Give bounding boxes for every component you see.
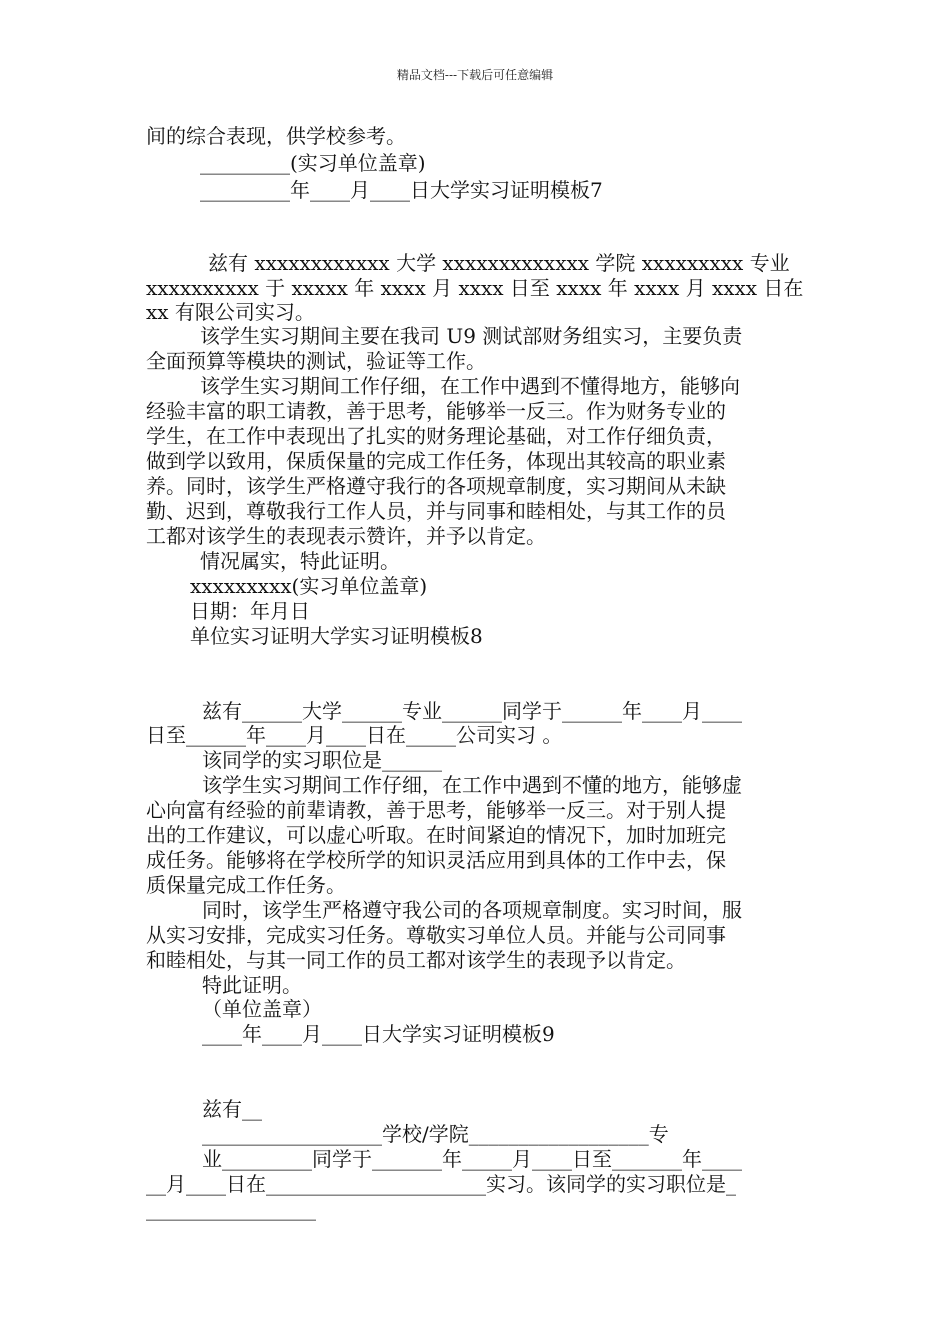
text-line: 成任务。能够将在学校所学的知识灵活应用到具体的工作中去，保	[146, 848, 726, 872]
text-line: 情况属实，特此证明。	[200, 549, 400, 573]
text-line: 从实习安排，完成实习任务。尊敬实习单位人员。并能与公司同事	[146, 923, 726, 947]
text-line: 心向富有经验的前辈请教，善于思考，能够举一反三。对于别人提	[146, 798, 726, 822]
text-line: 勤、迟到，尊敬我行工作人员，并与同事和睦相处，与其工作的员	[146, 499, 726, 523]
text-line: 全面预算等模块的测试，验证等工作。	[146, 349, 486, 373]
text-line: _________________	[146, 1197, 316, 1221]
text-line: 质保量完成工作任务。	[146, 873, 346, 897]
text-line: xxxxxxxxxx 于 xxxxx 年 xxxx 月 xxxx 日至 xxxx 年 xxxx 月 xxxx 日在	[146, 276, 804, 300]
text-line: __________________学校/学院__________________专	[202, 1122, 669, 1146]
text-line: xx 有限公司实习。	[146, 300, 315, 324]
page-header: 精品文档---下载后可任意编辑	[396, 68, 554, 82]
text-line: 该学生实习期间工作仔细，在工作中遇到不懂得地方，能够向	[200, 374, 740, 398]
text-line: __月____日在______________________实习。该同学的实习职位是_	[146, 1172, 736, 1196]
template-heading: _________年____月____日大学实习证明模板7	[200, 178, 603, 202]
text-line: 兹有______大学______专业______同学于______年____月____	[202, 699, 742, 723]
text-line: 间的综合表现，供学校参考。	[146, 124, 406, 148]
text-line: 和睦相处，与其一同工作的员工都对该学生的表现予以肯定。	[146, 948, 686, 972]
template-heading: ____年____月____日大学实习证明模板9	[202, 1022, 555, 1046]
text-line: 出的工作建议，可以虚心听取。在时间紧迫的情况下，加时加班完	[146, 823, 726, 847]
text-line: 该同学的实习职位是______	[202, 748, 442, 772]
text-line: 兹有__	[202, 1097, 262, 1121]
text-line: 做到学以致用，保质保量的完成工作任务，体现出其较高的职业素	[146, 449, 726, 473]
text-line: 业_________同学于_______年_____月____日至_______年____	[202, 1147, 742, 1171]
text-line: _________(实习单位盖章)	[200, 151, 426, 175]
text-line: 日至______年____月____日在_____公司实习 。	[146, 723, 563, 747]
text-line: 工都对该学生的表现表示赞许，并予以肯定。	[146, 524, 546, 548]
text-line: 特此证明。	[202, 973, 302, 997]
text-line: 该学生实习期间工作仔细，在工作中遇到不懂的地方，能够虚	[202, 773, 742, 797]
template-heading: 单位实习证明大学实习证明模板8	[190, 624, 483, 648]
text-line: xxxxxxxxx(实习单位盖章)	[190, 574, 428, 598]
text-line: 该学生实习期间主要在我司 U9 测试部财务组实习，主要负责	[200, 324, 743, 348]
text-line: 养。同时，该学生严格遵守我行的各项规章制度，实习期间从未缺	[146, 474, 726, 498]
text-line: 学生，在工作中表现出了扎实的财务理论基础，对工作仔细负责，	[146, 424, 726, 448]
text-line: 兹有 xxxxxxxxxxxx 大学 xxxxxxxxxxxxx 学院 xxxxxxxxx 专业	[208, 251, 790, 275]
text-line: （单位盖章）	[202, 997, 322, 1021]
text-line: 同时，该学生严格遵守我公司的各项规章制度。实习时间，服	[202, 898, 742, 922]
text-line: 日期：年月日	[190, 599, 310, 623]
text-line: 经验丰富的职工请教，善于思考，能够举一反三。作为财务专业的	[146, 399, 726, 423]
